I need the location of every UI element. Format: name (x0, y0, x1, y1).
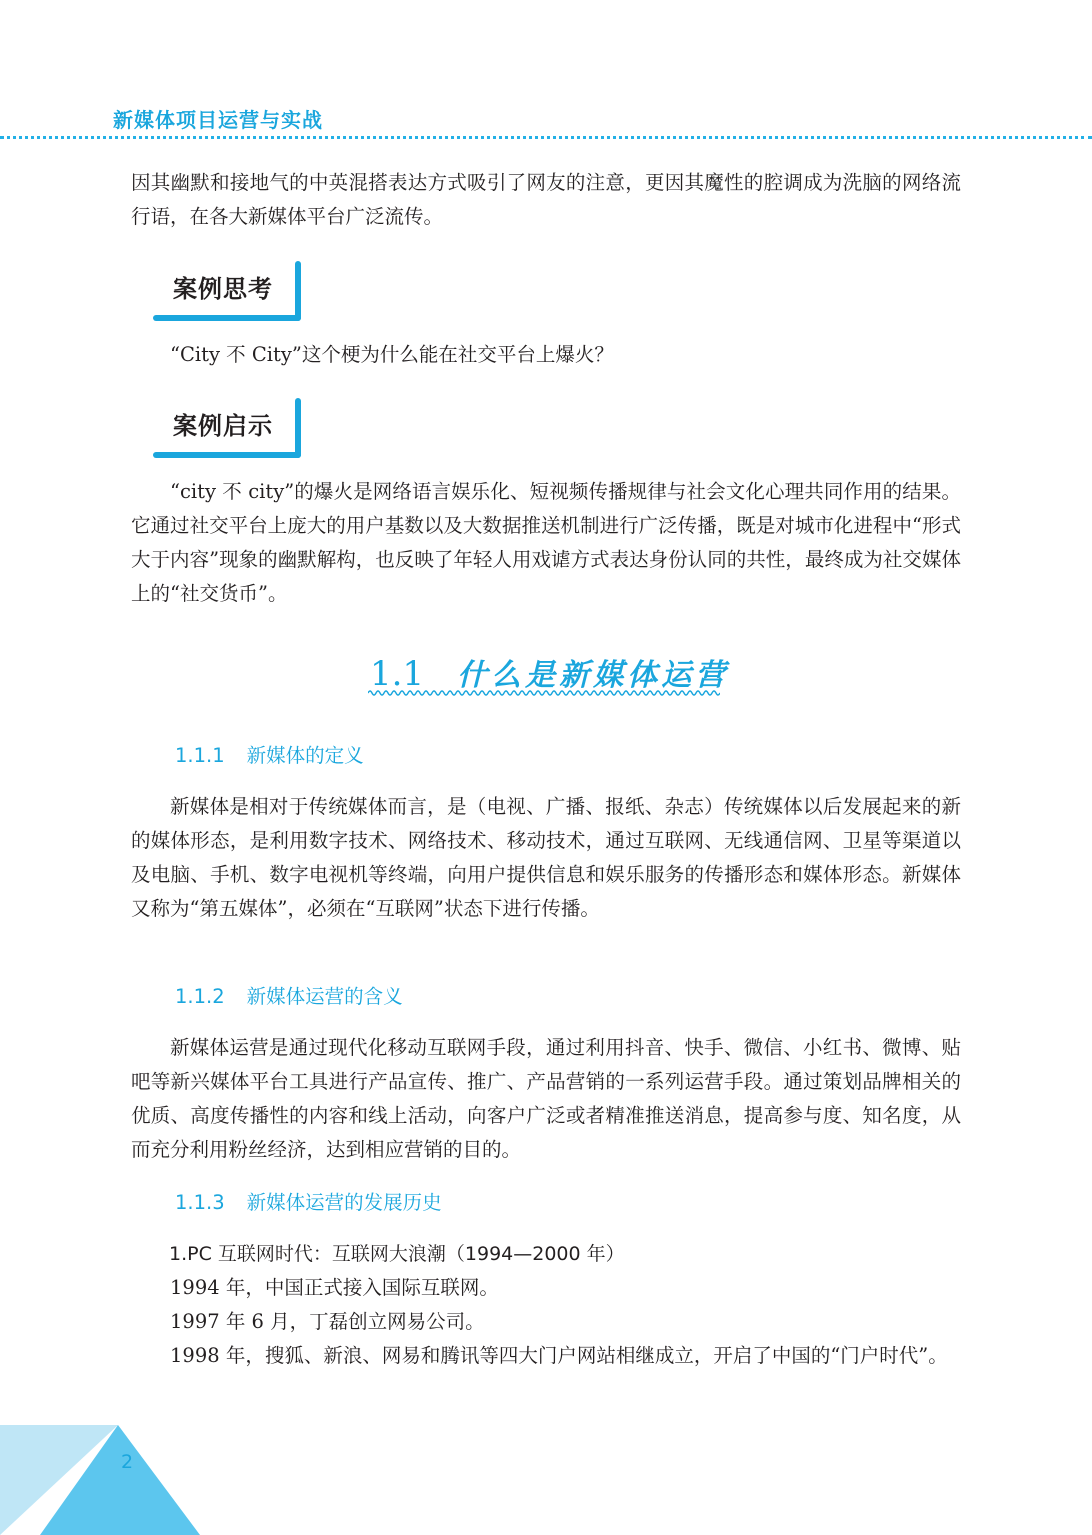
subsection-title: 新媒体的定义 (246, 744, 364, 767)
era-heading: 1.PC 互联网时代：互联网大浪潮（1994—2000 年） (169, 1243, 625, 1265)
section-heading: 什么是新媒体运营 (457, 658, 730, 693)
case-thinking-box (153, 261, 301, 321)
running-head-title: 新媒体项目运营与实战 (113, 108, 323, 132)
subsection-1-1-2-paragraph (131, 1031, 961, 1167)
header-dotted-rule (0, 136, 1092, 139)
subsection-number: 1.1.2 (175, 985, 225, 1008)
definition-text: 新媒体是相对于传统媒体而言，是（电视、广播、报纸、杂志）传统媒体以后发展起来的新的媒体形态，是利用数字技术、网络技术、移动技术，通过互联网、无线通信网、卫星等渠道以及电脑、手机、数字电视机等终端，向用户提供信息和娱乐服务的传播形态和媒体形态。新媒体又称为“第五媒体”，必须在“互联网”状态下进行传播。 (131, 795, 961, 920)
case-thinking-label: 案例思考 (173, 275, 273, 303)
page-number: 2 (121, 1451, 134, 1473)
subsection-1-1-1-heading (175, 740, 364, 768)
case-insight-label: 案例启示 (173, 412, 273, 440)
section-wavy-underline (368, 688, 720, 698)
case-insight-box (153, 398, 301, 458)
case-box-vertical-bar (295, 261, 301, 321)
subsection-1-1-3-content (131, 1237, 961, 1373)
history-event: 1994 年，中国正式接入国际互联网。 (170, 1276, 499, 1299)
subsection-title: 新媒体运营的发展历史 (246, 1191, 442, 1214)
history-event: 1997 年 6 月，丁磊创立网易公司。 (170, 1310, 485, 1333)
corner-triangle-decoration (0, 1425, 200, 1535)
subsection-1-1-2-heading (175, 981, 403, 1009)
subsection-title: 新媒体运营的含义 (246, 985, 403, 1008)
case-question-block (131, 338, 961, 372)
case-box-horizontal-bar (153, 315, 301, 321)
section-number: 1.1 (370, 654, 425, 694)
case-insight-paragraph (131, 475, 961, 611)
subsection-number: 1.1.3 (175, 1191, 225, 1214)
case-insight-text: “city 不 city”的爆火是网络语言娱乐化、短视频传播规律与社会文化心理共同作用的结果。它通过社交平台上庞大的用户基数以及大数据推送机制进行广泛传播，既是对城市化进程中“形式大于内容”现象的幽默解构，也反映了年轻人用戏谑方式表达身份认同的共性，最终成为社交媒体上的“社交货币”。 (131, 480, 961, 605)
intro-text: 因其幽默和接地气的中英混搭表达方式吸引了网友的注意，更因其魔性的腔调成为洗脑的网络流行语，在各大新媒体平台广泛流传。 (131, 171, 961, 228)
subsection-number: 1.1.1 (175, 744, 225, 767)
subsection-1-1-3-heading (175, 1187, 442, 1215)
history-event: 1998 年，搜狐、新浪、网易和腾讯等四大门户网站相继成立，开启了中国的“门户时代”。 (170, 1344, 948, 1367)
case-box-horizontal-bar (153, 452, 301, 458)
case-box-vertical-bar (295, 398, 301, 458)
meaning-text: 新媒体运营是通过现代化移动互联网手段，通过利用抖音、快手、微信、小红书、微博、贴吧等新兴媒体平台工具进行产品宣传、推广、产品营销的一系列运营手段。通过策划品牌相关的优质、高度传播性的内容和线上活动，向客户广泛或者精准推送消息，提高参与度、知名度，从而充分利用粉丝经济，达到相应营销的目的。 (131, 1036, 961, 1161)
subsection-1-1-1-paragraph (131, 790, 961, 926)
intro-paragraph (131, 166, 961, 234)
case-question-text: “City 不 City”这个梗为什么能在社交平台上爆火？ (170, 343, 614, 366)
